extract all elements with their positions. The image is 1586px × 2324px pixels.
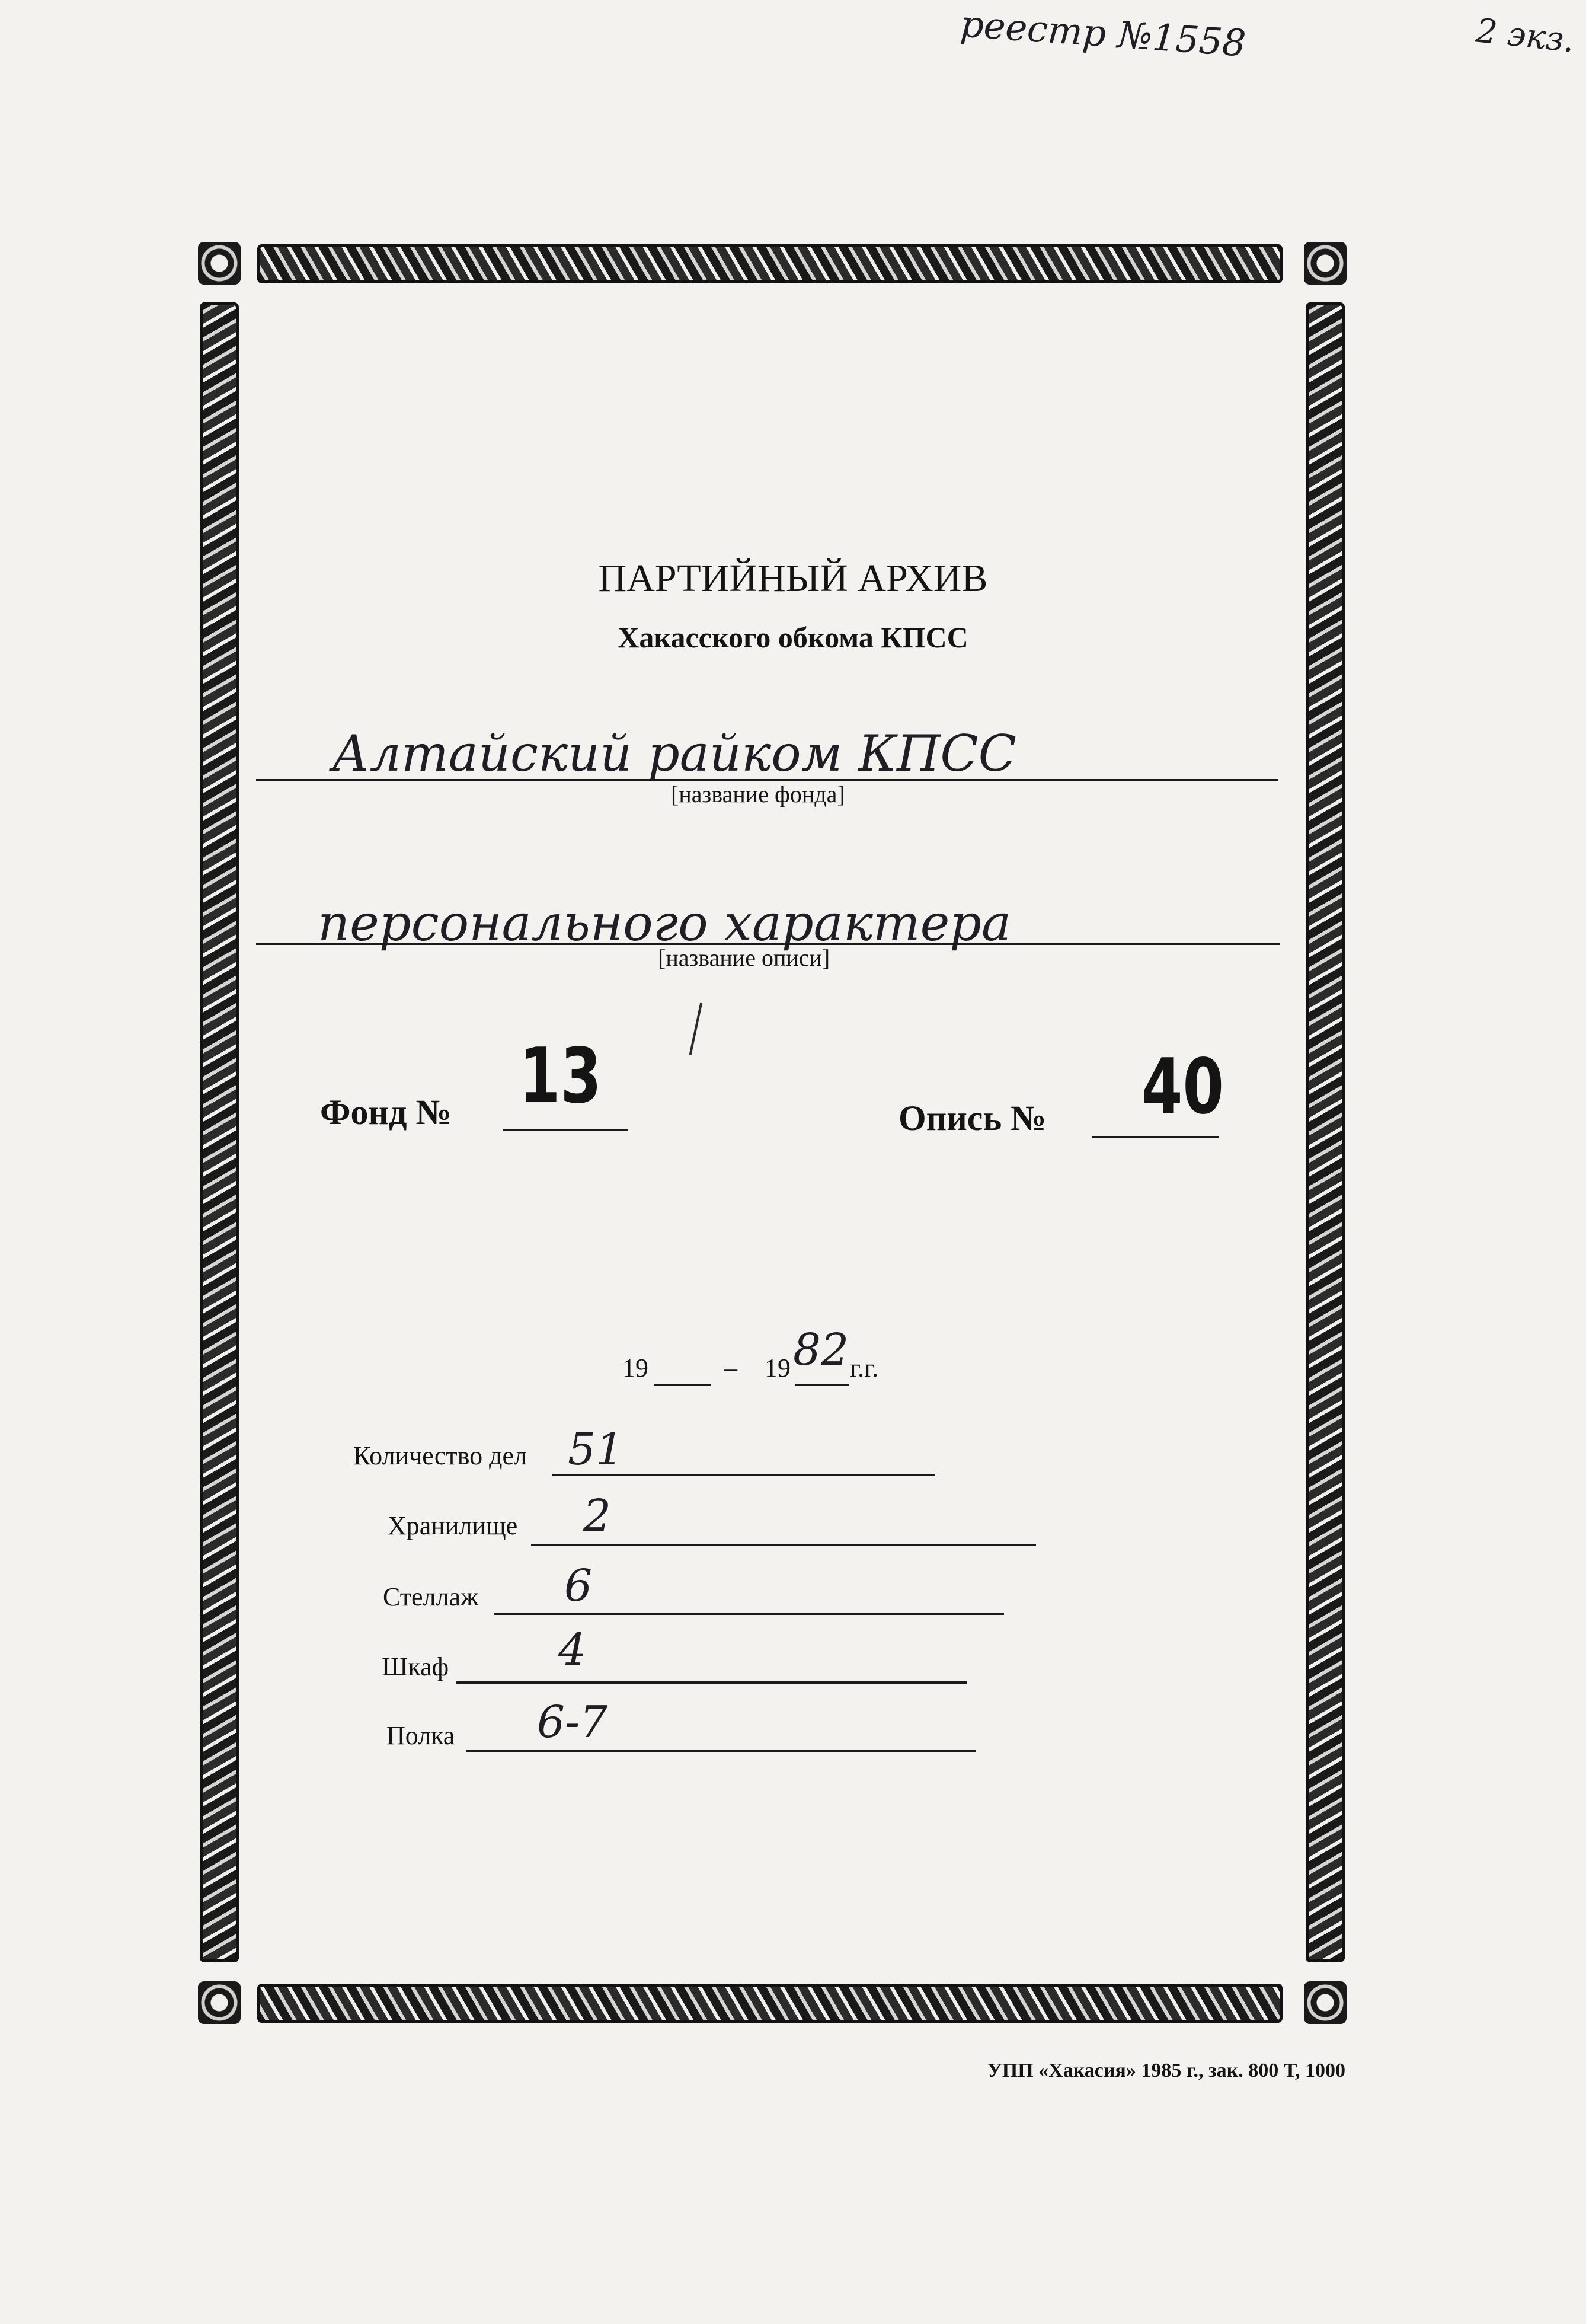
fond-number-line xyxy=(503,1129,628,1131)
years-end-prefix: 19 xyxy=(765,1353,791,1383)
field-label-count: Количество дел xyxy=(353,1441,527,1470)
opis-name-value: персонального характера xyxy=(318,894,1012,952)
field-value-cabinet: 4 xyxy=(558,1624,587,1675)
field-line-count xyxy=(552,1474,935,1476)
frame-corner-bottom-right xyxy=(1304,1981,1347,2024)
years-start-prefix: 19 xyxy=(622,1353,648,1383)
field-label-rack: Стеллаж xyxy=(383,1582,479,1611)
fond-number: 13 xyxy=(519,1032,602,1120)
years-dash: – xyxy=(724,1353,737,1383)
years-suffix: г.г. xyxy=(850,1353,879,1383)
frame-corner-top-right xyxy=(1304,242,1347,285)
field-line-storage xyxy=(531,1544,1036,1546)
field-label-cabinet: Шкаф xyxy=(382,1652,449,1681)
frame-corner-top-left xyxy=(198,242,241,285)
field-line-shelf xyxy=(466,1750,976,1752)
field-value-count: 51 xyxy=(568,1424,624,1475)
copies-note: 2 экз. xyxy=(1474,11,1577,60)
frame-border-top xyxy=(257,244,1283,283)
archive-subtitle: Хакасского обкома КПСС xyxy=(618,621,968,654)
frame-border-bottom xyxy=(257,1984,1283,2023)
opis-number-line xyxy=(1092,1136,1219,1138)
field-line-rack xyxy=(494,1613,1004,1615)
frame-border-left xyxy=(200,302,239,1962)
frame-corner-bottom-left xyxy=(198,1981,241,2024)
years-end-line xyxy=(795,1384,849,1386)
fond-label: Фонд № xyxy=(320,1093,452,1132)
archive-title: ПАРТИЙНЫЙ АРХИВ xyxy=(598,557,988,600)
opis-number: 40 xyxy=(1141,1043,1224,1131)
field-value-storage: 2 xyxy=(583,1490,612,1541)
frame-border-right xyxy=(1306,302,1345,1962)
years-end-value: 82 xyxy=(793,1324,849,1375)
field-label-shelf: Полка xyxy=(386,1721,455,1750)
field-value-rack: 6 xyxy=(564,1560,593,1611)
field-label-storage: Хранилище xyxy=(388,1511,518,1540)
printer-imprint: УПП «Хакасия» 1985 г., зак. 800 Т, 1000 xyxy=(987,2060,1345,2082)
years-start-line xyxy=(654,1384,711,1386)
field-line-cabinet xyxy=(456,1681,967,1684)
registry-note: реестр №1558 xyxy=(959,2,1248,65)
opis-label: Опись № xyxy=(898,1099,1047,1138)
fond-name-value: Алтайский райком КПСС xyxy=(332,724,1016,783)
opis-name-caption: [название описи] xyxy=(658,944,830,971)
field-value-shelf: 6-7 xyxy=(537,1697,608,1748)
pen-mark xyxy=(689,1003,703,1055)
fond-name-caption: [название фонда] xyxy=(671,781,845,807)
